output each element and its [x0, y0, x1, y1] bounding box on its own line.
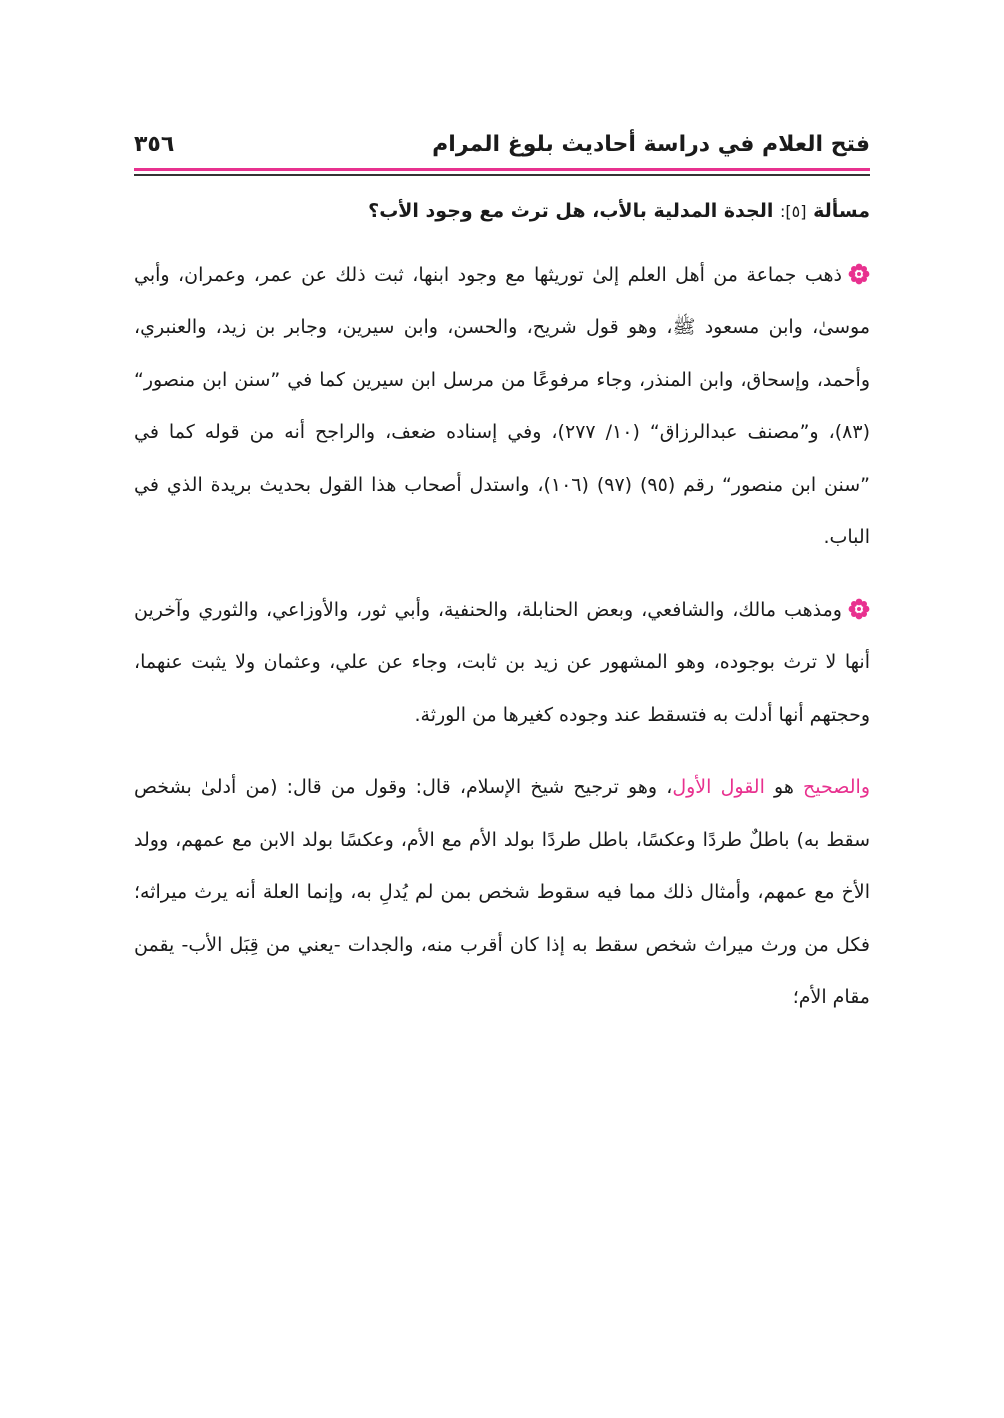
- issue-heading: [134, 194, 870, 229]
- header-rule-dark: [134, 174, 870, 176]
- running-header: [134, 120, 870, 168]
- header-rule-accent: [134, 168, 870, 171]
- issue-question: الجدة المدلية بالأب، هل ترث مع وجود الأب؟: [368, 199, 774, 222]
- opinion-paragraph-1: [134, 249, 870, 564]
- paragraph-text: هو: [764, 776, 804, 798]
- page-number: ٣٥٦: [134, 132, 175, 157]
- paragraph-text: ، وهو ترجيح شيخ الإسلام، قال: وقول من قال: (من أدلىٰ بشخص سقط به) باطلٌ طردًا وعكسًا، باطل طردًا بولد الأم مع الأم، وعكسًا بولد الابن مع عمهم، وولد الأخ مع عمهم، وأمثال ذلك مما فيه سقوط شخص بمن لم يُدلِ به، وإنما العلة أنه يرث ميراثه؛ فكل من ورث ميراث شخص سقط به إذا كان أقرب منه، والجدات -يعني من قِبَل الأب- يقمن مقام الأم؛: [134, 776, 870, 1008]
- preferred-opinion-paragraph: [134, 761, 870, 1024]
- paragraph-text: ومذهب مالك، والشافعي، وبعض الحنابلة، والحنفية، وأبي ثور، والأوزاعي، والثوري وآخرين أنها لا ترث بوجوده، وهو المشهور عن زيد بن ثابت، وجاء عن علي، وعثمان ولا يثبت عنهما، وحجتهم أنها أدلت به فتسقط عند وجوده كغيرها من الورثة.: [134, 598, 870, 726]
- preferred-label: والصحيح: [803, 776, 870, 798]
- paragraph-text: ذهب جماعة من أهل العلم إلىٰ توريثها مع وجود ابنها، ثبت ذلك عن عمر، وعمران، وأبي موسىٰ، وابن مسعود ﷺ، وهو قول شريح، والحسن، وابن سيرين، وجابر بن زيد، والعنبري، وأحمد، وإسحاق، وابن المنذر، وجاء مرفوعًا من مرسل ابن سيرين كما في ”سنن ابن منصور“ (٨٣)، و”مصنف عبدالرزاق“ (١٠/ ٢٧٧)، وفي إسناده ضعف، والراجح أنه من قوله كما في ”سنن ابن منصور“ رقم (٩٥) (٩٧) (١٠٦)، واستدل أصحاب هذا القول بحديث بريدة الذي في الباب.: [134, 263, 870, 548]
- flower-ornament-icon: [848, 263, 870, 285]
- issue-number: [٥]:: [780, 201, 807, 221]
- preferred-answer: القول الأول: [672, 776, 765, 798]
- book-page: [134, 120, 870, 1024]
- book-title: فتح العلام في دراسة أحاديث بلوغ المرام: [432, 132, 870, 157]
- opinion-paragraph-2: [134, 584, 870, 742]
- flower-ornament-icon: [848, 598, 870, 620]
- issue-label: مسألة: [813, 199, 870, 222]
